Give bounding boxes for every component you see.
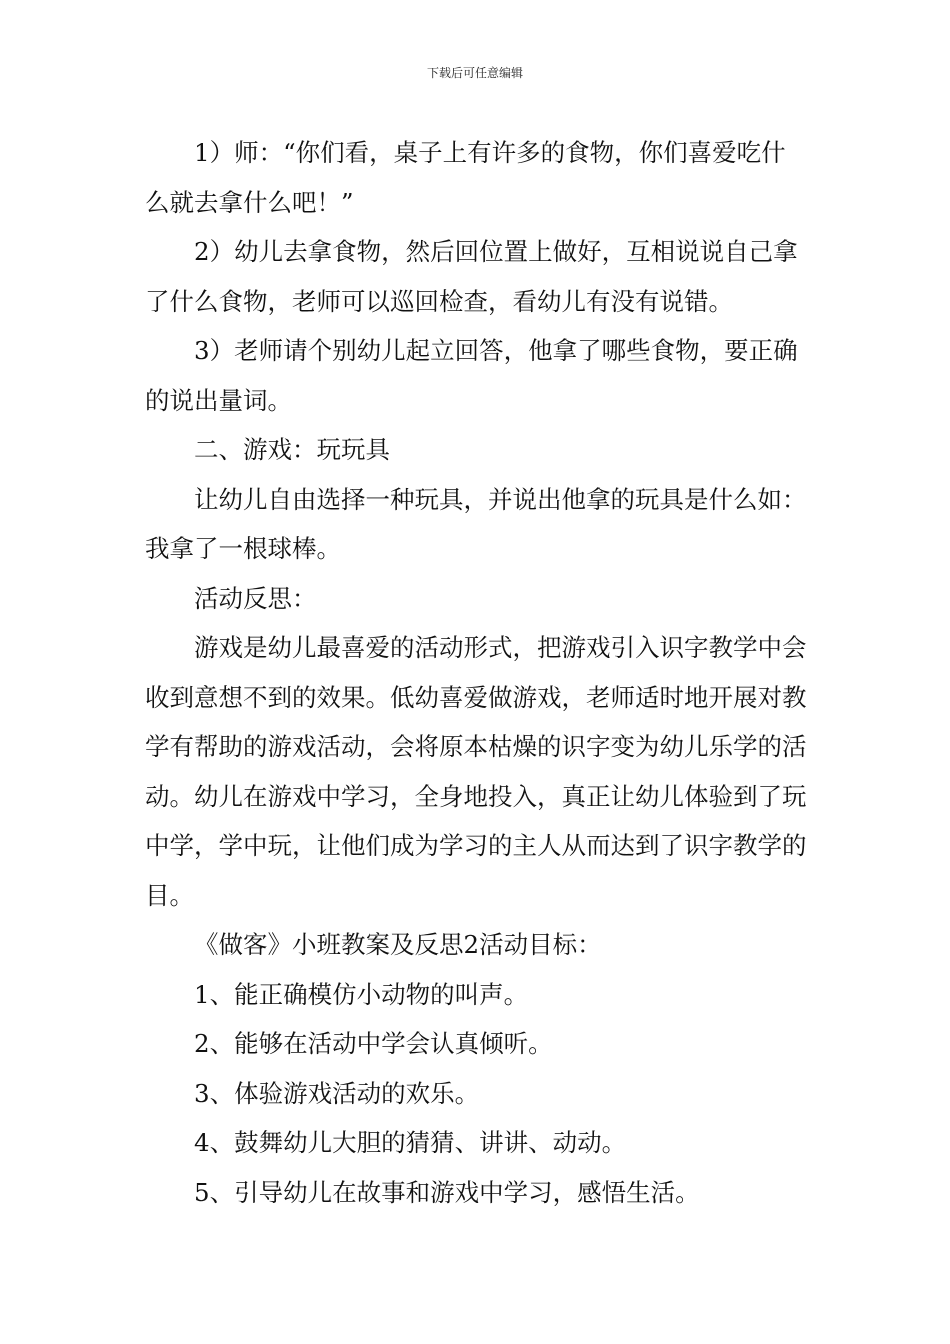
section-heading-goals: 《做客》小班教案及反思2活动目标：: [194, 930, 602, 959]
section-heading-game: 二、游戏：玩玩具: [194, 435, 390, 464]
goal-item-4: 4、鼓舞幼儿大胆的猜猜、讲讲、动动。: [194, 1128, 627, 1157]
goal-item-1: 1、能正确模仿小动物的叫声。: [194, 979, 529, 1009]
paragraph-reflection: 游戏是幼儿最喜爱的活动形式，把游戏引入识字教学中会收到意想不到的效果。低幼喜爱做游戏，老师适时地开展对教学有帮助的游戏活动，会将原本枯燥的识字变为幼儿乐学的活动。幼儿在游戏中学习，全身地投入，真正让幼儿体验到了玩中学，学中玩，让他们成为学习的主人从而达到了识字教学的目。: [145, 633, 807, 910]
document-body: [145, 128, 810, 1217]
goal-item-2: 2、能够在活动中学会认真倾听。: [194, 1029, 553, 1058]
paragraph-2: 2）幼儿去拿食物，然后回位置上做好，互相说说自己拿了什么食物，老师可以巡回检查，看幼儿有没有说错。: [145, 237, 798, 316]
goal-item-3: 3、体验游戏活动的欢乐。: [194, 1078, 480, 1108]
page-header-note: 下载后可任意编辑: [426, 66, 523, 80]
paragraph-3: 3）老师请个别幼儿起立回答，他拿了哪些食物，要正确的说出量词。: [145, 336, 798, 415]
goal-item-5: 5、引导幼儿在故事和游戏中学习，感悟生活。: [194, 1177, 700, 1207]
paragraph-1: 1）师：“你们看，桌子上有许多的食物，你们喜爱吃什么就去拿什么吧！”: [145, 138, 786, 217]
paragraph-5: 让幼儿自由选择一种玩具，并说出他拿的玩具是什么如：我拿了一根球棒。: [145, 484, 807, 563]
section-heading-reflection: 活动反思：: [194, 583, 317, 613]
